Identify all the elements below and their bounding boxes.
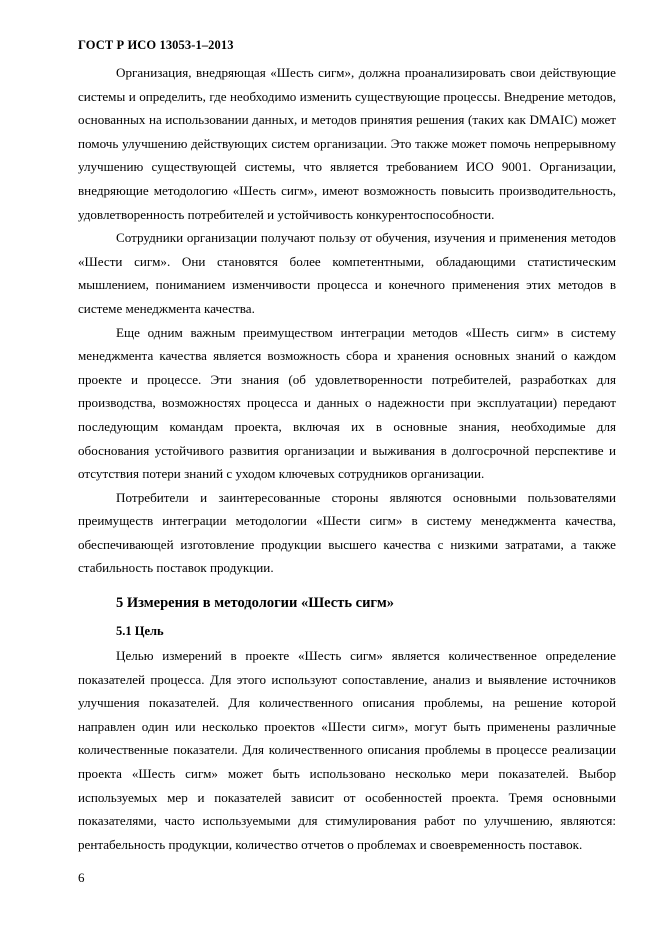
document-header: ГОСТ Р ИСО 13053-1–2013: [78, 38, 234, 52]
paragraph-knowledge: Еще одним важным преимуществом интеграции методов «Шесть сигм» в систему менеджмента качества является возможность сбора и хранения основных знаний о каждом проекте и процессе. Эти знания (об удовлетворенности потребителей, разработках для производства, возможностях процесса и данных о надежности при эксплуатации) передают последующим командам проекта, включая их в основные знания, необходимые для обоснования устойчивого развития организации и выживания в долгосрочной перспективе и отсутствия потери знаний с уходом ключевых сотрудников организации.: [78, 324, 616, 482]
paragraph-employees: Сотрудники организации получают пользу от обучения, изучения и применения методов «Шести сигм». Они становятся более компетентными, обладающими статистическим мышлением, пониманием изменчивости процесса и конечного применения этих методов в системе менеджмента качества.: [78, 230, 616, 316]
subsection-title: 5.1 Цель: [116, 624, 164, 639]
paragraph-implementation: Организация, внедряющая «Шесть сигм», должна проанализировать свои действующие системы и определить, где необходимо изменить существующие процессы. Внедрение методов, основанных на использовании данных, и методов принятия решения (таких как DMAIC) может помочь улучшению действующих систем организации. Это также может помочь непрерывному улучшению существующей системы, что является требованием ИСО 9001. Организации, внедряющие методологию «Шесть сигм», имеют возможность повысить производительность, удовлетворенность потребителей и устойчивость конкурентоспособности.: [78, 65, 616, 222]
paragraph-purpose: Целью измерений в проекте «Шесть сигм» является количественное определение показателей процесса. Для этого используют сопоставление, анализ и выявление источников улучшения показателей. Для количественного описания проблемы, на решение которой направлен один или несколько проектов «Шести сигм», могут быть применены различные количественные показатели. Для количественного описания проблемы в процессе реализации проекта «Шесть сигм» может быть использовано несколько мери показателей. Выбор используемых мер и показателей зависит от особенностей проекта. Тремя основными показателями, часто используемыми для стимулирования работ по улучшению, являются: рентабельность продукции, количество отчетов о проблемах и своевременность поставок.: [78, 648, 616, 852]
document-body: [78, 61, 616, 856]
paragraph-stakeholders: Потребители и заинтересованные стороны являются основными пользователями преимуществ интеграции методологии «Шести сигм» в систему менеджмента качества, обеспечивающей изготовление продукции высшего качества с низкими затратами, а также стабильность поставок продукции.: [78, 489, 616, 576]
section-title: 5 Измерения в методологии «Шесть сигм»: [116, 595, 394, 612]
page-number: 6: [78, 870, 85, 885]
